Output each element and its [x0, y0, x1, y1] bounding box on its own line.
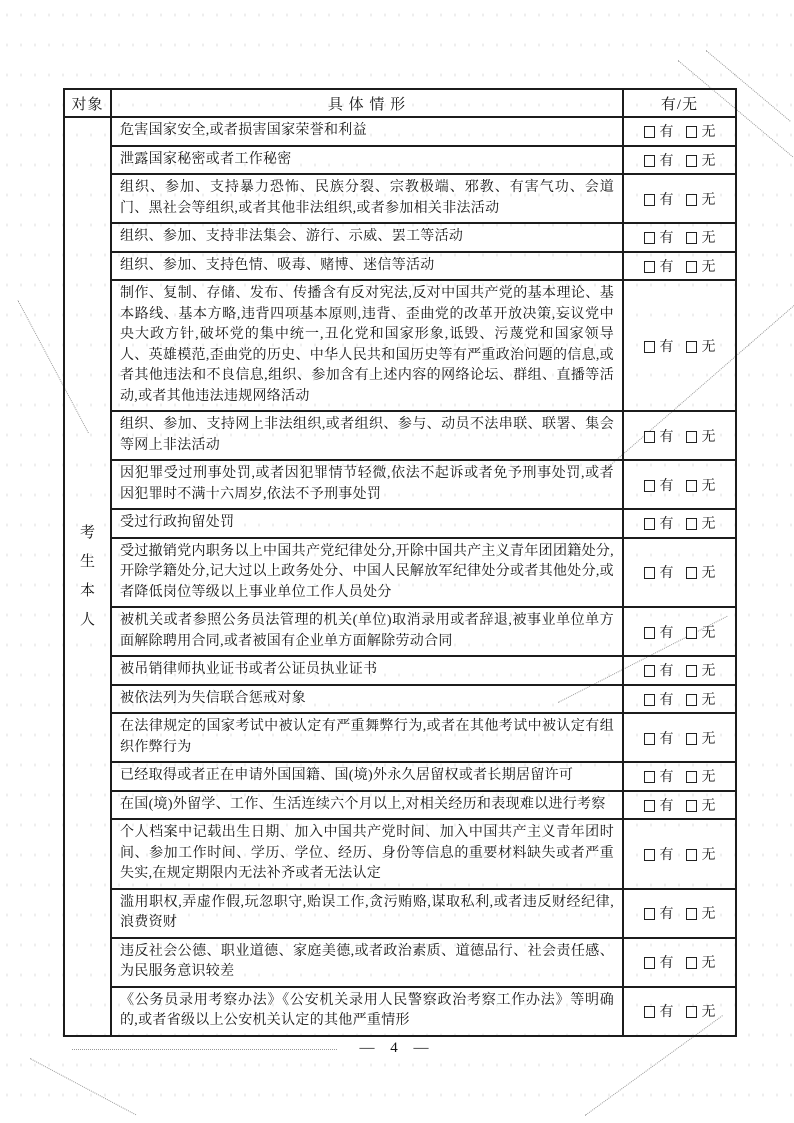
none-checkbox[interactable] — [686, 341, 697, 353]
presence-cell — [623, 607, 736, 656]
presence-cell — [623, 685, 736, 714]
situation-text: 泄露国家秘密或者工作秘密 — [111, 146, 623, 175]
presence-cell — [623, 656, 736, 685]
presence-cell — [623, 174, 736, 223]
has-checkbox[interactable] — [644, 849, 655, 861]
none-checkbox[interactable] — [686, 1006, 697, 1018]
situation-text: 个人档案中记载出生日期、加入中国共产党时间、加入中国共产主义青年团时间、参加工作时间、学历、学位、经历、身份等信息的重要材料缺失或者严重失实,在规定期限内无法补齐或者无法认定 — [111, 819, 623, 889]
table-row — [64, 791, 736, 820]
table-row — [64, 889, 736, 938]
none-checkbox[interactable] — [686, 771, 697, 783]
presence-cell — [623, 146, 736, 175]
has-checkbox[interactable] — [644, 261, 655, 273]
presence-cell — [623, 117, 736, 146]
none-label: 无 — [701, 847, 716, 863]
none-checkbox[interactable] — [686, 665, 697, 677]
none-checkbox[interactable] — [686, 480, 697, 492]
table-row — [64, 117, 736, 146]
none-checkbox[interactable] — [686, 232, 697, 244]
has-checkbox[interactable] — [644, 1006, 655, 1018]
none-label: 无 — [701, 907, 716, 922]
presence-cell — [623, 987, 736, 1036]
has-label: 有 — [659, 692, 674, 708]
has-checkbox[interactable] — [644, 567, 655, 579]
none-checkbox[interactable] — [686, 567, 697, 579]
situation-text: 被机关或者参照公务员法管理的机关(单位)取消录用或者辞退,被事业单位单方面解除聘用合同,或者被国有企业单方面解除劳动合同 — [111, 607, 623, 656]
has-checkbox[interactable] — [644, 480, 655, 492]
subject-character: 生 — [79, 553, 95, 570]
subject-character: 人 — [79, 611, 95, 628]
none-label: 无 — [701, 339, 716, 355]
has-label: 有 — [659, 517, 674, 533]
none-label: 无 — [701, 956, 716, 971]
header-situation: 具 体 情 形 — [111, 89, 623, 117]
situations-body — [64, 117, 736, 1036]
has-label: 有 — [659, 231, 674, 247]
table-row — [64, 713, 736, 762]
none-label: 无 — [701, 153, 716, 169]
presence-cell — [623, 411, 736, 460]
table-row — [64, 252, 736, 281]
has-label: 有 — [659, 664, 674, 680]
presence-cell — [623, 509, 736, 538]
none-checkbox[interactable] — [686, 126, 697, 138]
none-label: 无 — [701, 625, 716, 641]
situation-text: 组织、参加、支持色情、吸毒、赌博、迷信等活动 — [111, 252, 623, 281]
none-label: 无 — [701, 125, 716, 141]
has-checkbox[interactable] — [644, 627, 655, 639]
has-checkbox[interactable] — [644, 733, 655, 745]
table-row — [64, 174, 736, 223]
has-label: 有 — [659, 770, 674, 786]
table-row — [64, 460, 736, 509]
table-row — [64, 762, 736, 791]
has-checkbox[interactable] — [644, 908, 655, 920]
subject-character: 考 — [79, 524, 95, 541]
situation-text: 被依法列为失信联合惩戒对象 — [111, 685, 623, 714]
none-label: 无 — [701, 1005, 716, 1020]
has-checkbox[interactable] — [644, 694, 655, 706]
situation-text: 在法律规定的国家考试中被认定有严重舞弊行为,或者在其他考试中被认定有组织作弊行为 — [111, 713, 623, 762]
has-label: 有 — [659, 625, 674, 641]
situation-text: 组织、参加、支持暴力恐怖、民族分裂、宗教极端、邪教、有害气功、会道门、黑社会等组织,或者其他非法组织,或者参加相关非法活动 — [111, 174, 623, 223]
has-label: 有 — [659, 798, 674, 814]
political-review-situations-table — [63, 88, 737, 1037]
none-checkbox[interactable] — [686, 627, 697, 639]
situation-text: 在国(境)外留学、工作、生活连续六个月以上,对相关经历和表现难以进行考察 — [111, 791, 623, 820]
none-label: 无 — [701, 231, 716, 247]
presence-cell — [623, 938, 736, 987]
has-label: 有 — [659, 566, 674, 582]
situation-text: 组织、参加、支持非法集会、游行、示威、罢工等活动 — [111, 223, 623, 252]
situation-text: 违反社会公德、职业道德、家庭美德,或者政治素质、道德品行、社会责任感、为民服务意识较差 — [111, 938, 623, 987]
table-row — [64, 607, 736, 656]
subject-cell — [64, 117, 111, 1036]
has-checkbox[interactable] — [644, 232, 655, 244]
none-checkbox[interactable] — [686, 849, 697, 861]
table-row — [64, 509, 736, 538]
table-row — [64, 223, 736, 252]
table-row — [64, 819, 736, 889]
presence-cell — [623, 252, 736, 281]
subject-character: 本 — [79, 582, 95, 599]
situation-text: 已经取得或者正在申请外国国籍、国(境)外永久居留权或者长期居留许可 — [111, 762, 623, 791]
has-checkbox[interactable] — [644, 194, 655, 206]
none-label: 无 — [701, 692, 716, 708]
presence-cell — [623, 713, 736, 762]
situation-text: 受过行政拘留处罚 — [111, 509, 623, 538]
situation-text: 组织、参加、支持网上非法组织,或者组织、参与、动员不法串联、联署、集会等网上非法活动 — [111, 411, 623, 460]
presence-cell — [623, 460, 736, 509]
situation-text: 制作、复制、存储、发布、传播含有反对宪法,反对中国共产党的基本理论、基本路线、基本方略,违背四项基本原则,违背、歪曲党的改革开放决策,妄议党中央大政方针,破坏党的集中统一,丑化党和国家形象,诋毁、污蔑党和国家领导人、英雄模范,歪曲党的历史、中华人民共和国历史等有严重政治问题的信息,或者其他违法和不良信息,组织、参加含有上述内容的网络论坛、群组、直播等活动,或者其他违法违规网络活动 — [111, 280, 623, 411]
none-label: 无 — [701, 731, 716, 747]
table-row — [64, 938, 736, 987]
none-checkbox[interactable] — [686, 908, 697, 920]
has-checkbox[interactable] — [644, 155, 655, 167]
has-checkbox[interactable] — [644, 957, 655, 969]
has-label: 有 — [659, 125, 674, 141]
table-row — [64, 987, 736, 1036]
situation-text: 受过撤销党内职务以上中国共产党纪律处分,开除中国共产主义青年团团籍处分,开除学籍处分,记大过以上政务处分、中国人民解放军纪律处分或者其他处分,或者降低岗位等级以上事业单位工作人员处分 — [111, 538, 623, 608]
has-label: 有 — [659, 1005, 674, 1020]
none-label: 无 — [701, 478, 716, 494]
has-checkbox[interactable] — [644, 665, 655, 677]
presence-cell — [623, 889, 736, 938]
has-label: 有 — [659, 259, 674, 275]
has-checkbox[interactable] — [644, 431, 655, 443]
presence-cell — [623, 280, 736, 411]
none-label: 无 — [701, 798, 716, 814]
has-label: 有 — [659, 478, 674, 494]
none-checkbox[interactable] — [686, 155, 697, 167]
none-label: 无 — [701, 429, 716, 445]
header-subject: 对象 — [64, 89, 111, 117]
none-checkbox[interactable] — [686, 957, 697, 969]
none-label: 无 — [701, 517, 716, 533]
has-label: 有 — [659, 847, 674, 863]
table-row — [64, 280, 736, 411]
none-checkbox[interactable] — [686, 261, 697, 273]
has-checkbox[interactable] — [644, 126, 655, 138]
presence-cell — [623, 223, 736, 252]
has-label: 有 — [659, 192, 674, 208]
has-label: 有 — [659, 956, 674, 971]
has-label: 有 — [659, 339, 674, 355]
has-label: 有 — [659, 153, 674, 169]
none-label: 无 — [701, 770, 716, 786]
table-row — [64, 411, 736, 460]
none-checkbox[interactable] — [686, 194, 697, 206]
presence-cell — [623, 538, 736, 608]
none-label: 无 — [701, 192, 716, 208]
situation-text: 《公务员录用考察办法》《公安机关录用人民警察政治考察工作办法》等明确的,或者省级以上公安机关认定的其他严重情形 — [111, 987, 623, 1036]
has-checkbox[interactable] — [644, 341, 655, 353]
has-checkbox[interactable] — [644, 800, 655, 812]
presence-cell — [623, 791, 736, 820]
header-presence: 有/无 — [623, 89, 736, 117]
has-checkbox[interactable] — [644, 518, 655, 530]
has-label: 有 — [659, 907, 674, 922]
table-row — [64, 538, 736, 608]
has-label: 有 — [659, 731, 674, 747]
none-checkbox[interactable] — [686, 694, 697, 706]
none-checkbox[interactable] — [686, 800, 697, 812]
none-label: 无 — [701, 664, 716, 680]
table-row — [64, 656, 736, 685]
none-checkbox[interactable] — [686, 733, 697, 745]
none-label: 无 — [701, 566, 716, 582]
situation-text: 被吊销律师执业证书或者公证员执业证书 — [111, 656, 623, 685]
situation-text: 危害国家安全,或者损害国家荣誉和利益 — [111, 117, 623, 146]
table-header-row — [64, 89, 736, 117]
situation-text: 因犯罪受过刑事处罚,或者因犯罪情节轻微,依法不起诉或者免予刑事处罚,或者因犯罪时不满十六周岁,依法不予刑事处罚 — [111, 460, 623, 509]
presence-cell — [623, 762, 736, 791]
none-checkbox[interactable] — [686, 431, 697, 443]
situation-text: 滥用职权,弄虚作假,玩忽职守,贻误工作,贪污贿赂,谋取私利,或者违反财经纪律,浪费资财 — [111, 889, 623, 938]
table-row — [64, 685, 736, 714]
table-row — [64, 146, 736, 175]
none-checkbox[interactable] — [686, 518, 697, 530]
page-number: — 4 — — [359, 1040, 435, 1056]
presence-cell — [623, 819, 736, 889]
scan-artifact-line — [30, 1058, 136, 1115]
has-label: 有 — [659, 429, 674, 445]
has-checkbox[interactable] — [644, 771, 655, 783]
none-label: 无 — [701, 259, 716, 275]
